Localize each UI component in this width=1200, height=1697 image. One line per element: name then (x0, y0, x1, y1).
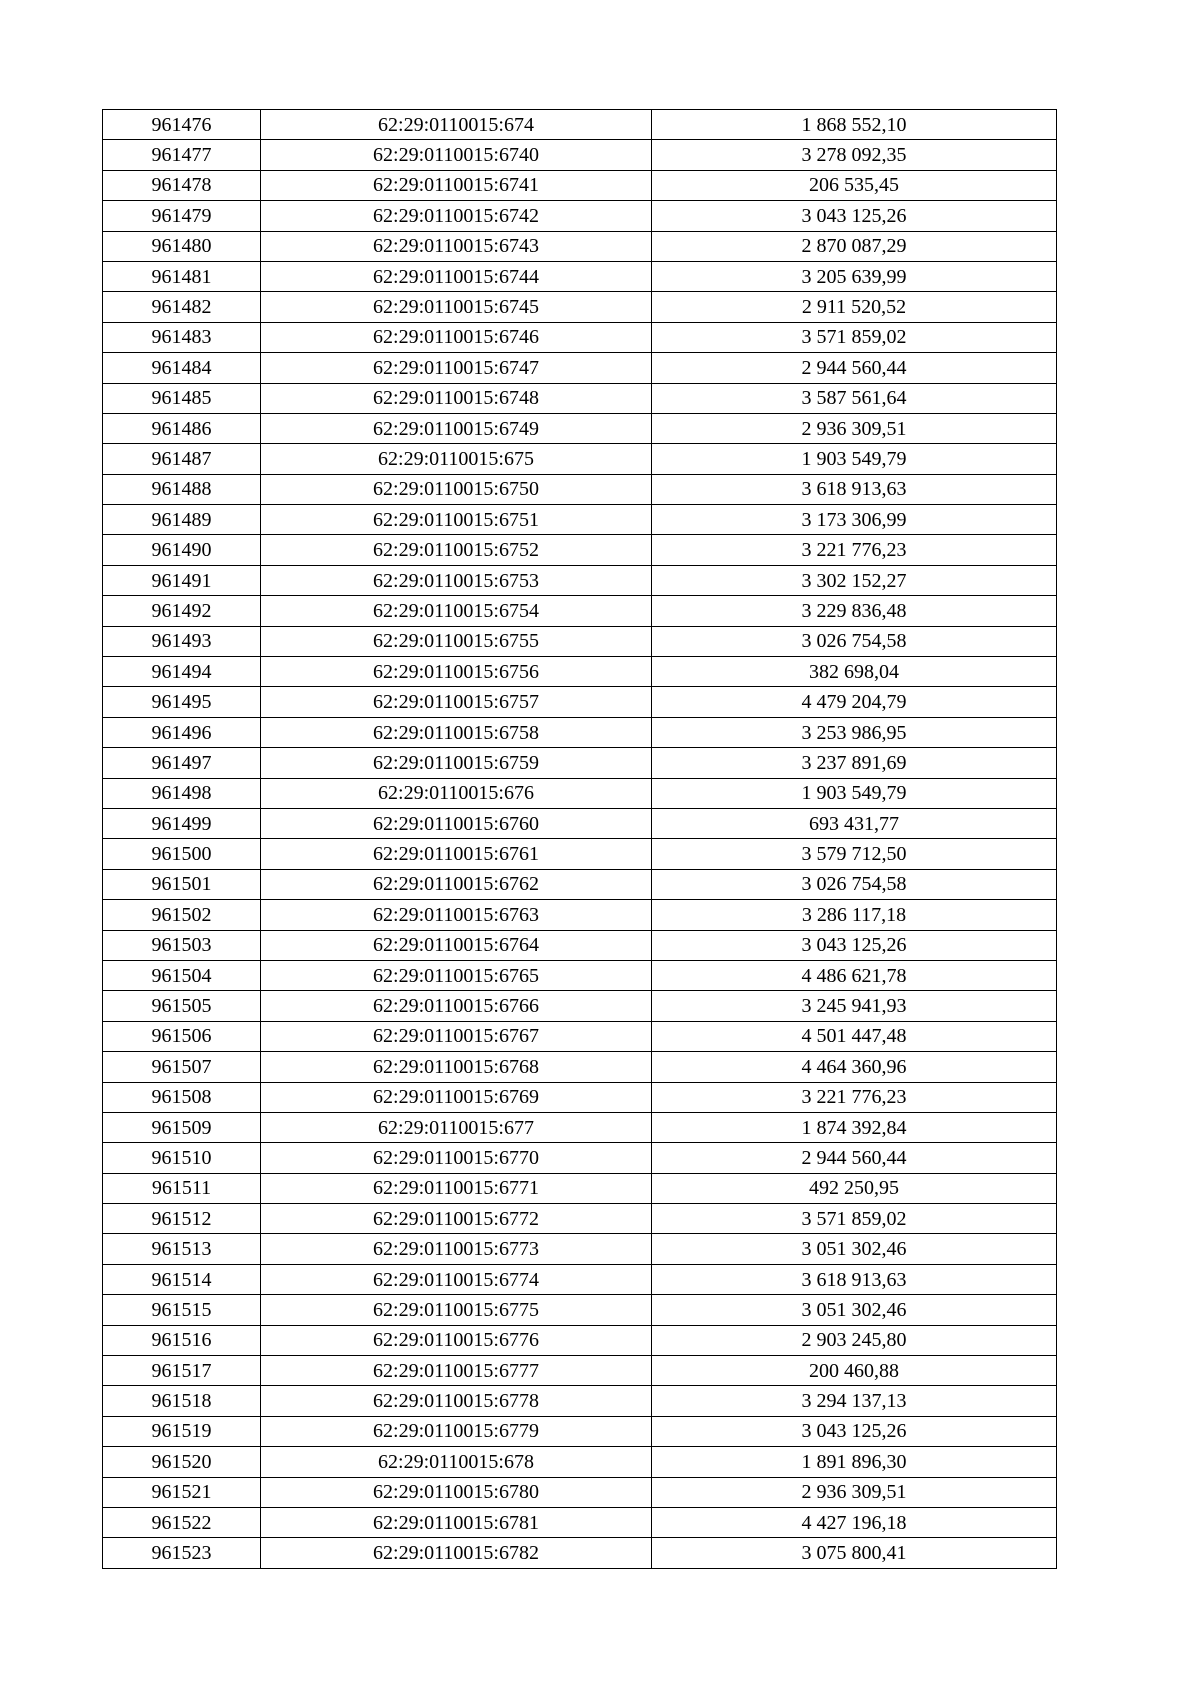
table-row (103, 292, 1057, 322)
table-row (103, 748, 1057, 778)
row-number-cell: 961510 (103, 1143, 261, 1173)
row-number-cell: 961497 (103, 748, 261, 778)
cadastral-number-cell: 62:29:0110015:6779 (261, 1416, 652, 1446)
cadastral-value-cell: 492 250,95 (652, 1173, 1057, 1203)
cadastral-value-cell: 693 431,77 (652, 808, 1057, 838)
cadastral-number-cell: 62:29:0110015:6754 (261, 596, 652, 626)
cadastral-value-cell: 3 587 561,64 (652, 383, 1057, 413)
table-row (103, 322, 1057, 352)
table-row (103, 960, 1057, 990)
cadastral-number-cell: 62:29:0110015:6748 (261, 383, 652, 413)
row-number-cell: 961480 (103, 231, 261, 261)
table-row (103, 596, 1057, 626)
cadastral-value-cell: 3 618 913,63 (652, 1264, 1057, 1294)
cadastral-value-cell: 4 479 204,79 (652, 687, 1057, 717)
table-row (103, 657, 1057, 687)
cadastral-value-cell: 3 245 941,93 (652, 991, 1057, 1021)
cadastral-number-cell: 62:29:0110015:6763 (261, 900, 652, 930)
table-row (103, 839, 1057, 869)
cadastral-value-cell: 3 221 776,23 (652, 1082, 1057, 1112)
cadastral-value-cell: 4 501 447,48 (652, 1021, 1057, 1051)
cadastral-value-cell: 3 043 125,26 (652, 201, 1057, 231)
cadastral-value-cell: 3 618 913,63 (652, 474, 1057, 504)
cadastral-value-cell: 3 043 125,26 (652, 1416, 1057, 1446)
row-number-cell: 961517 (103, 1356, 261, 1386)
cadastral-number-cell: 62:29:0110015:6775 (261, 1295, 652, 1325)
table-row (103, 1264, 1057, 1294)
row-number-cell: 961496 (103, 717, 261, 747)
row-number-cell: 961483 (103, 322, 261, 352)
row-number-cell: 961485 (103, 383, 261, 413)
table-row (103, 505, 1057, 535)
table-row (103, 869, 1057, 899)
table-row (103, 413, 1057, 443)
cadastral-number-cell: 62:29:0110015:6745 (261, 292, 652, 322)
table-row (103, 535, 1057, 565)
cadastral-number-cell: 62:29:0110015:6765 (261, 960, 652, 990)
table-row (103, 778, 1057, 808)
cadastral-number-cell: 62:29:0110015:6770 (261, 1143, 652, 1173)
row-number-cell: 961486 (103, 413, 261, 443)
cadastral-value-cell: 3 229 836,48 (652, 596, 1057, 626)
row-number-cell: 961493 (103, 626, 261, 656)
cadastral-number-cell: 62:29:0110015:6781 (261, 1507, 652, 1537)
cadastral-value-cell: 2 944 560,44 (652, 1143, 1057, 1173)
cadastral-number-cell: 62:29:0110015:6744 (261, 261, 652, 291)
cadastral-number-cell: 62:29:0110015:6741 (261, 170, 652, 200)
cadastral-value-cell: 4 464 360,96 (652, 1052, 1057, 1082)
table-row (103, 231, 1057, 261)
cadastral-value-cell: 3 173 306,99 (652, 505, 1057, 535)
row-number-cell: 961509 (103, 1112, 261, 1142)
table-row (103, 474, 1057, 504)
row-number-cell: 961490 (103, 535, 261, 565)
row-number-cell: 961511 (103, 1173, 261, 1203)
table-row (103, 353, 1057, 383)
table-row (103, 1325, 1057, 1355)
table-row (103, 1173, 1057, 1203)
table-row (103, 444, 1057, 474)
cadastral-number-cell: 62:29:0110015:6757 (261, 687, 652, 717)
cadastral-value-cell: 2 870 087,29 (652, 231, 1057, 261)
cadastral-value-cell: 3 221 776,23 (652, 535, 1057, 565)
table-row (103, 991, 1057, 1021)
cadastral-value-cell: 3 026 754,58 (652, 869, 1057, 899)
cadastral-number-cell: 62:29:0110015:6758 (261, 717, 652, 747)
table-row (103, 261, 1057, 291)
table-row (103, 170, 1057, 200)
cadastral-value-cell: 2 903 245,80 (652, 1325, 1057, 1355)
row-number-cell: 961507 (103, 1052, 261, 1082)
cadastral-value-cell: 3 294 137,13 (652, 1386, 1057, 1416)
cadastral-number-cell: 62:29:0110015:6742 (261, 201, 652, 231)
cadastral-number-cell: 62:29:0110015:675 (261, 444, 652, 474)
table-row (103, 140, 1057, 170)
cadastral-value-cell: 1 874 392,84 (652, 1112, 1057, 1142)
table-row (103, 1234, 1057, 1264)
row-number-cell: 961499 (103, 808, 261, 838)
cadastral-value-cell: 2 911 520,52 (652, 292, 1057, 322)
cadastral-value-cell: 1 903 549,79 (652, 444, 1057, 474)
cadastral-value-cell: 1 903 549,79 (652, 778, 1057, 808)
row-number-cell: 961506 (103, 1021, 261, 1051)
cadastral-value-cell: 3 286 117,18 (652, 900, 1057, 930)
row-number-cell: 961521 (103, 1477, 261, 1507)
cadastral-number-cell: 62:29:0110015:6778 (261, 1386, 652, 1416)
cadastral-number-cell: 62:29:0110015:6743 (261, 231, 652, 261)
cadastral-number-cell: 62:29:0110015:6773 (261, 1234, 652, 1264)
table-row (103, 1204, 1057, 1234)
row-number-cell: 961518 (103, 1386, 261, 1416)
cadastral-number-cell: 62:29:0110015:6771 (261, 1173, 652, 1203)
row-number-cell: 961514 (103, 1264, 261, 1294)
table-row (103, 110, 1057, 140)
cadastral-value-cell: 4 486 621,78 (652, 960, 1057, 990)
cadastral-number-cell: 62:29:0110015:6752 (261, 535, 652, 565)
cadastral-value-cell: 1 891 896,30 (652, 1447, 1057, 1477)
cadastral-number-cell: 62:29:0110015:6753 (261, 565, 652, 595)
row-number-cell: 961523 (103, 1538, 261, 1568)
cadastral-number-cell: 62:29:0110015:674 (261, 110, 652, 140)
cadastral-value-cell: 3 205 639,99 (652, 261, 1057, 291)
row-number-cell: 961479 (103, 201, 261, 231)
cadastral-number-cell: 62:29:0110015:6755 (261, 626, 652, 656)
cadastral-number-cell: 62:29:0110015:6751 (261, 505, 652, 535)
table-row (103, 1295, 1057, 1325)
row-number-cell: 961500 (103, 839, 261, 869)
cadastral-number-cell: 62:29:0110015:6772 (261, 1204, 652, 1234)
row-number-cell: 961512 (103, 1204, 261, 1234)
cadastral-value-table (102, 109, 1057, 1569)
cadastral-value-cell: 3 571 859,02 (652, 1204, 1057, 1234)
cadastral-number-cell: 62:29:0110015:677 (261, 1112, 652, 1142)
table-row (103, 1082, 1057, 1112)
table-row (103, 1447, 1057, 1477)
cadastral-number-cell: 62:29:0110015:6782 (261, 1538, 652, 1568)
row-number-cell: 961516 (103, 1325, 261, 1355)
row-number-cell: 961489 (103, 505, 261, 535)
table-row (103, 1112, 1057, 1142)
row-number-cell: 961513 (103, 1234, 261, 1264)
table-row (103, 201, 1057, 231)
cadastral-number-cell: 62:29:0110015:6760 (261, 808, 652, 838)
table-row (103, 808, 1057, 838)
row-number-cell: 961498 (103, 778, 261, 808)
table-body (103, 110, 1057, 1569)
row-number-cell: 961522 (103, 1507, 261, 1537)
cadastral-value-cell: 3 237 891,69 (652, 748, 1057, 778)
cadastral-number-cell: 62:29:0110015:6777 (261, 1356, 652, 1386)
row-number-cell: 961482 (103, 292, 261, 322)
cadastral-number-cell: 62:29:0110015:6759 (261, 748, 652, 778)
table-row (103, 626, 1057, 656)
cadastral-value-cell: 3 051 302,46 (652, 1295, 1057, 1325)
table-row (103, 900, 1057, 930)
cadastral-number-cell: 62:29:0110015:6756 (261, 657, 652, 687)
cadastral-number-cell: 62:29:0110015:6747 (261, 353, 652, 383)
row-number-cell: 961519 (103, 1416, 261, 1446)
cadastral-value-cell: 3 253 986,95 (652, 717, 1057, 747)
cadastral-number-cell: 62:29:0110015:6762 (261, 869, 652, 899)
table-row (103, 1356, 1057, 1386)
cadastral-value-cell: 3 579 712,50 (652, 839, 1057, 869)
row-number-cell: 961494 (103, 657, 261, 687)
cadastral-number-cell: 62:29:0110015:6766 (261, 991, 652, 1021)
cadastral-value-cell: 206 535,45 (652, 170, 1057, 200)
row-number-cell: 961491 (103, 565, 261, 595)
cadastral-number-cell: 62:29:0110015:6746 (261, 322, 652, 352)
row-number-cell: 961505 (103, 991, 261, 1021)
cadastral-number-cell: 62:29:0110015:6769 (261, 1082, 652, 1112)
cadastral-value-cell: 3 278 092,35 (652, 140, 1057, 170)
row-number-cell: 961520 (103, 1447, 261, 1477)
table-row (103, 1416, 1057, 1446)
cadastral-value-cell: 3 026 754,58 (652, 626, 1057, 656)
cadastral-number-cell: 62:29:0110015:6768 (261, 1052, 652, 1082)
row-number-cell: 961495 (103, 687, 261, 717)
table-row (103, 383, 1057, 413)
row-number-cell: 961508 (103, 1082, 261, 1112)
table-row (103, 565, 1057, 595)
table-row (103, 1021, 1057, 1051)
cadastral-value-cell: 2 944 560,44 (652, 353, 1057, 383)
row-number-cell: 961476 (103, 110, 261, 140)
table-row (103, 1052, 1057, 1082)
table-row (103, 1538, 1057, 1568)
cadastral-value-cell: 3 051 302,46 (652, 1234, 1057, 1264)
cadastral-number-cell: 62:29:0110015:6774 (261, 1264, 652, 1294)
cadastral-number-cell: 62:29:0110015:676 (261, 778, 652, 808)
cadastral-value-cell: 4 427 196,18 (652, 1507, 1057, 1537)
cadastral-number-cell: 62:29:0110015:6767 (261, 1021, 652, 1051)
row-number-cell: 961515 (103, 1295, 261, 1325)
cadastral-number-cell: 62:29:0110015:6749 (261, 413, 652, 443)
row-number-cell: 961492 (103, 596, 261, 626)
table-row (103, 717, 1057, 747)
row-number-cell: 961501 (103, 869, 261, 899)
row-number-cell: 961477 (103, 140, 261, 170)
cadastral-number-cell: 62:29:0110015:6780 (261, 1477, 652, 1507)
row-number-cell: 961484 (103, 353, 261, 383)
table-row (103, 1386, 1057, 1416)
cadastral-value-cell: 200 460,88 (652, 1356, 1057, 1386)
table-row (103, 1143, 1057, 1173)
table-row (103, 1477, 1057, 1507)
cadastral-value-cell: 2 936 309,51 (652, 1477, 1057, 1507)
row-number-cell: 961478 (103, 170, 261, 200)
table-row (103, 1507, 1057, 1537)
cadastral-number-cell: 62:29:0110015:6750 (261, 474, 652, 504)
table-row (103, 930, 1057, 960)
row-number-cell: 961503 (103, 930, 261, 960)
table-row (103, 687, 1057, 717)
cadastral-value-cell: 3 075 800,41 (652, 1538, 1057, 1568)
cadastral-number-cell: 62:29:0110015:678 (261, 1447, 652, 1477)
cadastral-number-cell: 62:29:0110015:6776 (261, 1325, 652, 1355)
cadastral-value-cell: 382 698,04 (652, 657, 1057, 687)
row-number-cell: 961481 (103, 261, 261, 291)
cadastral-value-cell: 3 043 125,26 (652, 930, 1057, 960)
cadastral-value-cell: 3 571 859,02 (652, 322, 1057, 352)
row-number-cell: 961487 (103, 444, 261, 474)
cadastral-number-cell: 62:29:0110015:6761 (261, 839, 652, 869)
cadastral-value-cell: 2 936 309,51 (652, 413, 1057, 443)
cadastral-number-cell: 62:29:0110015:6740 (261, 140, 652, 170)
cadastral-value-cell: 3 302 152,27 (652, 565, 1057, 595)
cadastral-number-cell: 62:29:0110015:6764 (261, 930, 652, 960)
row-number-cell: 961488 (103, 474, 261, 504)
row-number-cell: 961504 (103, 960, 261, 990)
cadastral-value-cell: 1 868 552,10 (652, 110, 1057, 140)
row-number-cell: 961502 (103, 900, 261, 930)
